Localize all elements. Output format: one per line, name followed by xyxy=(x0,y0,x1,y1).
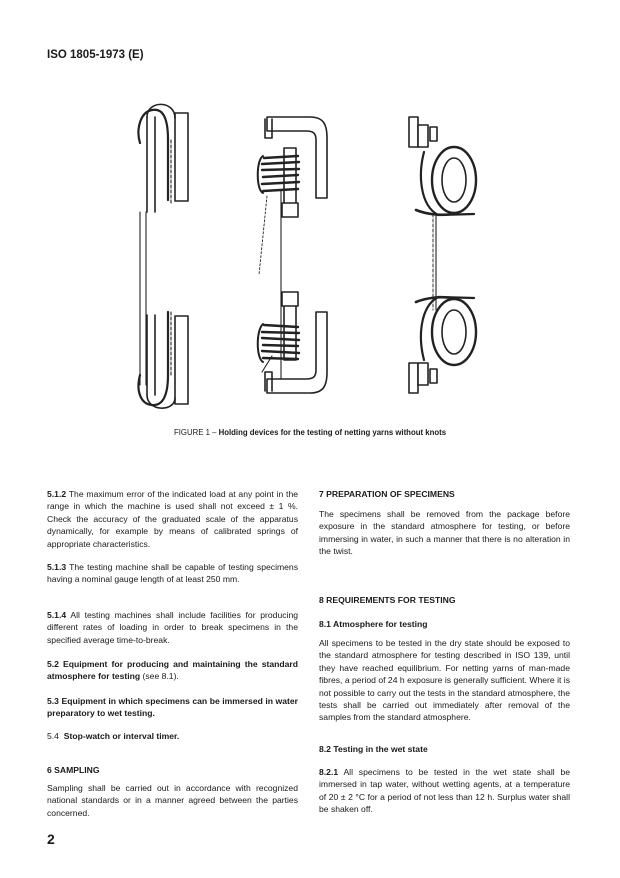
page-number: 2 xyxy=(47,831,55,847)
ring-clamp-device-3-icon xyxy=(409,117,476,393)
clause-5-1-3 xyxy=(47,561,298,586)
clause-5-1-4 xyxy=(47,609,298,646)
figure-holding-devices xyxy=(0,0,620,420)
figure-caption-text: Holding devices for the testing of netting yarns without knots xyxy=(218,428,447,437)
section-8-2-title: 8.2 Testing in the wet state xyxy=(319,744,428,754)
clause-text: The maximum error of the indicated load at any point in the range in which the machine is used shall not exceed ± 1 %. Check the accuracy of the graduated scale of the apparatus dynamically, for example by means of calibrated springs of appropriate characteristics. xyxy=(47,489,299,549)
figure-caption xyxy=(0,428,620,437)
clause-5-1-2 xyxy=(47,488,298,550)
section-7-body xyxy=(319,508,570,558)
clamp-device-1-icon xyxy=(139,104,189,408)
section-8-heading: 8 REQUIREMENTS FOR TESTING xyxy=(319,595,456,605)
clause-number: 5.1.2 xyxy=(47,489,67,499)
clause-text: The testing machine shall be capable of testing specimens having a nominal gauge length of at least 250 mm. xyxy=(47,562,298,585)
section-8-1-body xyxy=(319,637,570,724)
section-6-heading: 6 SAMPLING xyxy=(47,765,100,775)
paragraph: All specimens to be tested in the dry state should be exposed to the standard atmosphere for testing described in ISO 139, until they have reached equilibrium. For netting yarns of man-made fibres, a period of 24 h exposure is generally sufficient. Where it is not possible to carry out the tests in the standard atmosphere, the tests shall be carried out immediately after removal of the samples from the standard atmosphere. xyxy=(319,638,570,723)
clause-number: 8.2.1 xyxy=(319,767,339,777)
section-8-1-title: 8.1 Atmosphere for testing xyxy=(319,619,428,629)
section-title: 5.2 Equipment for producing and maintaining the standard atmosphere for testing xyxy=(47,659,298,682)
bollard-device-2-icon xyxy=(258,117,327,393)
section-title: 5.3 Equipment in which specimens can be immersed in water preparatory to wet testing. xyxy=(47,696,298,719)
figure-caption-prefix: FIGURE 1 – xyxy=(173,428,219,437)
clause-5-4 xyxy=(47,730,298,742)
clause-number: 5.1.3 xyxy=(47,562,67,572)
clause-5-2 xyxy=(47,658,298,683)
clause-number: 5.4 xyxy=(47,731,59,741)
clause-text: All testing machines shall include facilities for producing different rates of loading in order to break specimens in the specified average time-to-break. xyxy=(47,610,299,645)
document-header: ISO 1805-1973 (E) xyxy=(47,49,144,61)
clause-text: All specimens to be tested in the wet state shall be immersed in tap water, without wetting agents, at a temperature of 20 ± 2 °C for a period of not less than 12 h. Surplus water shall be shaken off. xyxy=(319,767,570,815)
paragraph: The specimens shall be removed from the package before exposure in the standard atmosphere for testing, or before immersing in water, in such a manner that there is no alteration in the twist. xyxy=(319,509,570,557)
section-6-body xyxy=(47,782,298,819)
section-reference: (see 8.1). xyxy=(142,671,179,682)
clause-5-3 xyxy=(47,695,298,720)
section-title: Stop-watch or interval timer. xyxy=(63,731,180,741)
clause-8-2-1 xyxy=(319,766,570,816)
paragraph: Sampling shall be carried out in accordance with recognized national standards or in a manner agreed between the parties concerned. xyxy=(47,783,298,818)
section-7-heading: 7 PREPARATION OF SPECIMENS xyxy=(319,489,455,499)
clause-number: 5.1.4 xyxy=(47,610,67,620)
